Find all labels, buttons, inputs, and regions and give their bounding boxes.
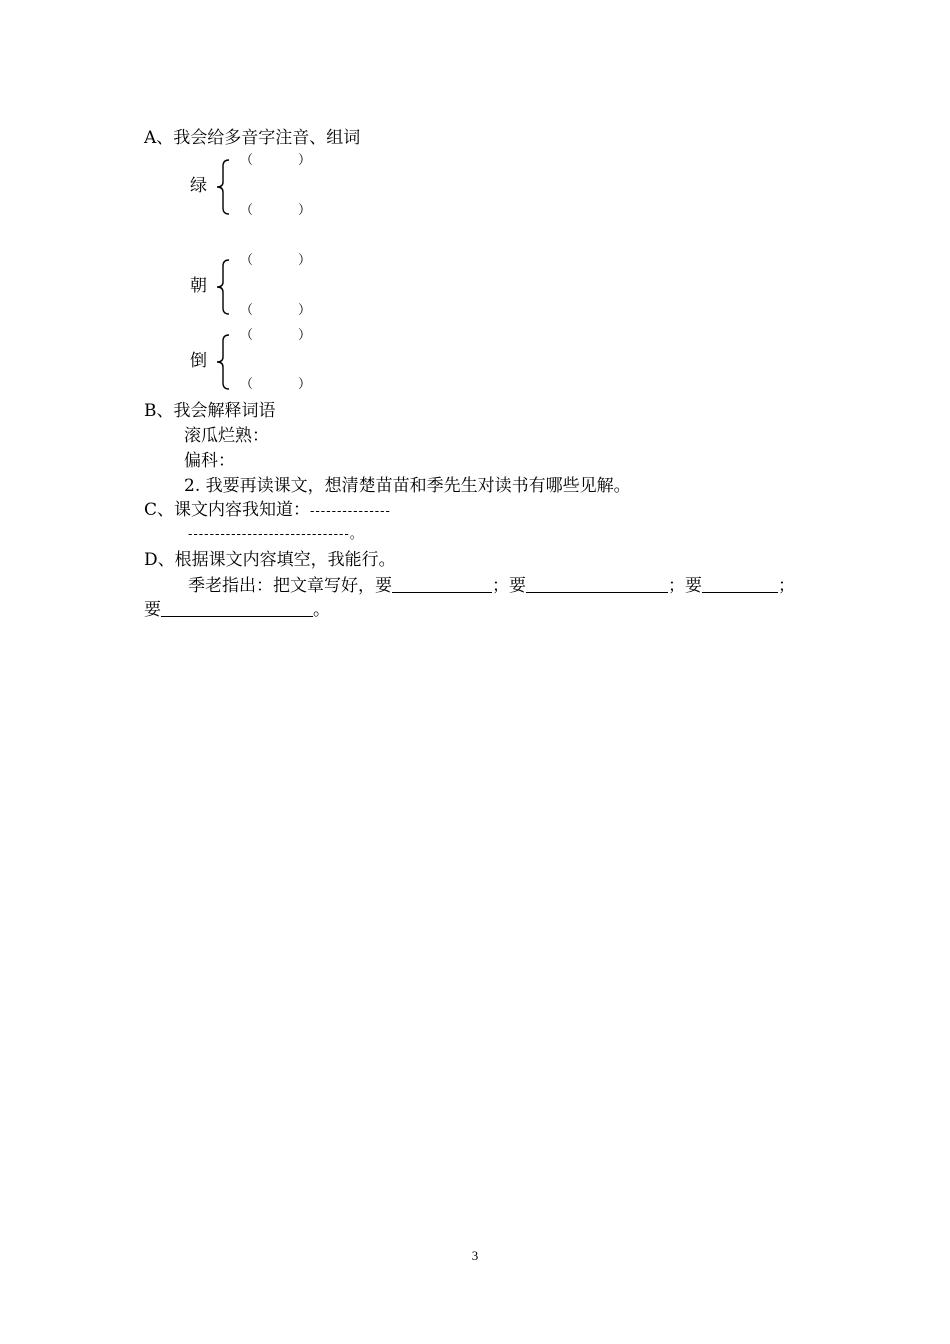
paren-open: （ — [240, 377, 254, 392]
fill-blank-4[interactable] — [161, 600, 313, 617]
polyphone-char-1: 绿 — [190, 176, 207, 196]
paren-open: （ — [240, 303, 254, 318]
section-b-title: B、我会解释词语 — [144, 401, 276, 421]
fill-blank-1[interactable] — [392, 576, 492, 593]
paren-close: ） — [298, 303, 312, 318]
vocab-item-1: 滚瓜烂熟： — [184, 426, 269, 446]
fill-sentence-line-2 — [144, 599, 330, 621]
fill-separator: ； — [778, 576, 795, 596]
paren-close: ） — [298, 153, 312, 168]
fill-sentence-line-1 — [188, 575, 795, 597]
fill-blank-3[interactable] — [702, 576, 778, 593]
dash-line: --------------- — [310, 504, 391, 519]
paren-close: ） — [298, 253, 312, 268]
fill-end-punct: 。 — [313, 600, 330, 620]
page-number: 3 — [471, 1248, 479, 1263]
paren-close: ） — [298, 203, 312, 218]
paren-open: （ — [240, 153, 254, 168]
section-c-title: C、课文内容我知道： — [144, 500, 311, 520]
brace-icon — [213, 258, 233, 316]
brace-icon — [213, 158, 233, 216]
dash-line-2: ------------------------------。 — [188, 527, 364, 542]
polyphone-char-2: 朝 — [190, 276, 207, 296]
fill-separator: ；要 — [492, 576, 526, 596]
paren-open: （ — [240, 203, 254, 218]
section-a-title: A、我会给多音字注音、组词 — [144, 128, 361, 148]
section-d-title: D、根据课文内容填空，我能行。 — [144, 550, 396, 570]
section-c-line-1 — [144, 499, 391, 523]
polyphone-char-3: 倒 — [190, 351, 207, 371]
fill-lead-text: 季老指出：把文章写好，要 — [188, 576, 392, 596]
question-2: 2. 我要再读课文，想清楚苗苗和季先生对读书有哪些见解。 — [184, 476, 631, 496]
paren-open: （ — [240, 328, 254, 343]
fill-separator: ；要 — [668, 576, 702, 596]
fill-lead-text: 要 — [144, 600, 161, 620]
paren-open: （ — [240, 253, 254, 268]
paren-close: ） — [298, 377, 312, 392]
vocab-item-2: 偏科： — [184, 451, 235, 471]
fill-blank-2[interactable] — [526, 576, 668, 593]
brace-icon — [213, 333, 233, 391]
paren-close: ） — [298, 328, 312, 343]
